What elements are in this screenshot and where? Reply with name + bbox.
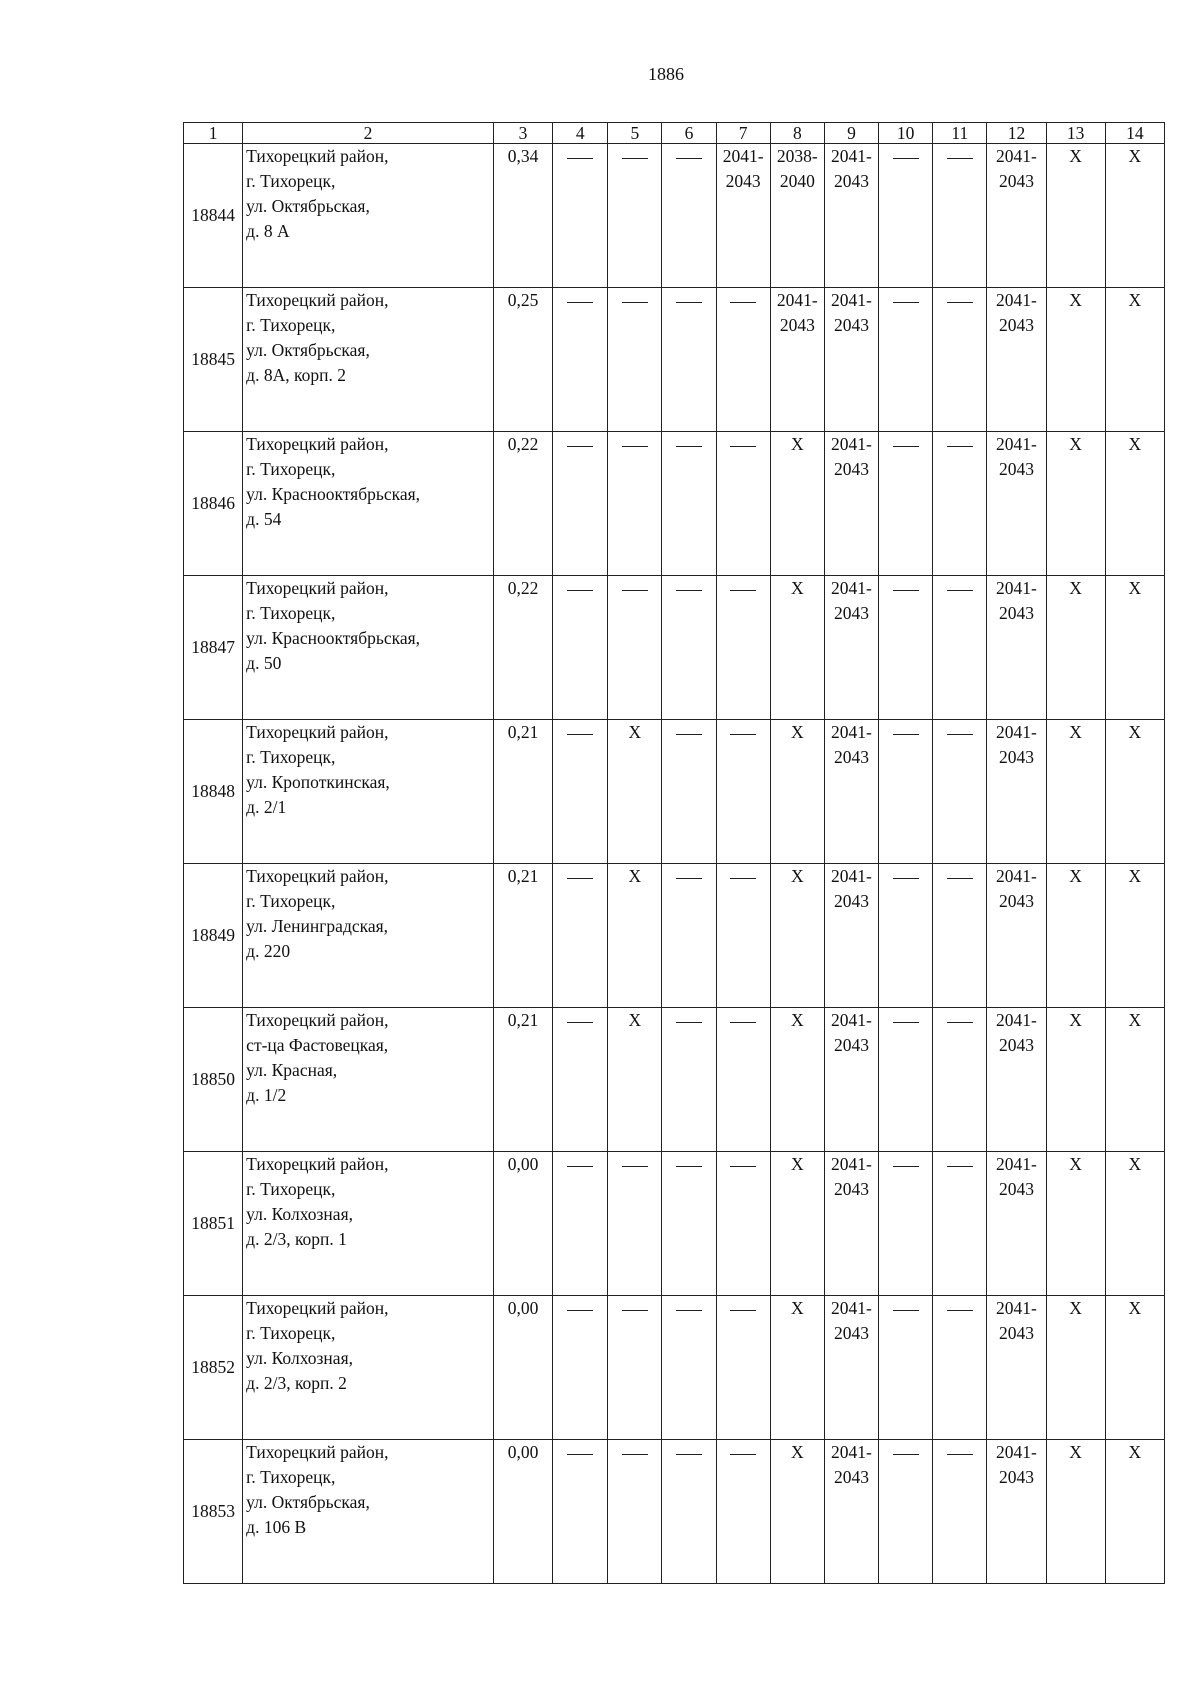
value-cell: 2041- 2043	[824, 1440, 878, 1584]
dash-cell	[933, 1440, 987, 1584]
dash-mark	[567, 878, 593, 879]
dash-cell	[662, 720, 716, 864]
value-cell: 0,22	[493, 576, 552, 720]
dash-mark	[567, 1310, 593, 1311]
dash-mark	[730, 878, 756, 879]
dash-cell	[608, 144, 662, 288]
registry-table	[183, 122, 1165, 1584]
table-row	[184, 432, 1165, 576]
dash-mark	[947, 1310, 973, 1311]
value-cell: 0,00	[493, 1296, 552, 1440]
address-cell: Тихорецкий район, г. Тихорецк, ул. Краснооктябрьская, д. 54	[243, 432, 494, 576]
dash-cell	[662, 1152, 716, 1296]
row-id-cell: 18846	[184, 432, 243, 576]
table-row	[184, 288, 1165, 432]
dash-cell	[662, 144, 716, 288]
column-number-cell: 3	[493, 123, 552, 144]
value-cell: X	[1046, 144, 1105, 288]
dash-cell	[879, 864, 933, 1008]
dash-mark	[893, 878, 919, 879]
dash-mark	[567, 158, 593, 159]
dash-mark	[893, 590, 919, 591]
value-cell: X	[608, 864, 662, 1008]
dash-cell	[553, 576, 608, 720]
dash-mark	[730, 446, 756, 447]
value-cell: 0,21	[493, 1008, 552, 1152]
dash-cell	[608, 288, 662, 432]
dash-cell	[553, 1440, 608, 1584]
dash-cell	[933, 1296, 987, 1440]
value-cell: X	[1046, 720, 1105, 864]
dash-mark	[893, 1022, 919, 1023]
dash-mark	[676, 446, 702, 447]
address-cell: Тихорецкий район, г. Тихорецк, ул. Октябрьская, д. 106 В	[243, 1440, 494, 1584]
value-cell: 2041- 2043	[824, 720, 878, 864]
value-cell: X	[1046, 1152, 1105, 1296]
dash-mark	[622, 302, 648, 303]
value-cell: 2041- 2043	[824, 144, 878, 288]
value-cell: X	[1046, 1008, 1105, 1152]
row-id-cell: 18848	[184, 720, 243, 864]
value-cell: 2041- 2043	[824, 1296, 878, 1440]
value-cell: X	[770, 1008, 824, 1152]
dash-mark	[947, 446, 973, 447]
value-cell: X	[770, 720, 824, 864]
value-cell: X	[1046, 864, 1105, 1008]
dash-mark	[947, 1454, 973, 1455]
value-cell: 2041- 2043	[770, 288, 824, 432]
table-row	[184, 864, 1165, 1008]
dash-mark	[947, 1022, 973, 1023]
value-cell: X	[1046, 1296, 1105, 1440]
value-cell: X	[1105, 1440, 1164, 1584]
value-cell: 0,22	[493, 432, 552, 576]
value-cell: 2041- 2043	[987, 288, 1046, 432]
column-number-cell: 12	[987, 123, 1046, 144]
dash-cell	[662, 432, 716, 576]
table-row	[184, 720, 1165, 864]
value-cell: X	[1105, 864, 1164, 1008]
dash-mark	[947, 734, 973, 735]
dash-cell	[933, 432, 987, 576]
value-cell: 2041- 2043	[824, 432, 878, 576]
dash-mark	[676, 1166, 702, 1167]
dash-cell	[608, 1440, 662, 1584]
value-cell: 2041- 2043	[824, 288, 878, 432]
dash-mark	[567, 446, 593, 447]
value-cell: X	[1105, 288, 1164, 432]
value-cell: 2041- 2043	[716, 144, 770, 288]
dash-mark	[730, 302, 756, 303]
dash-cell	[553, 432, 608, 576]
value-cell: 2041- 2043	[824, 864, 878, 1008]
dash-cell	[553, 1008, 608, 1152]
value-cell: 2041- 2043	[987, 1440, 1046, 1584]
row-id-cell: 18845	[184, 288, 243, 432]
dash-mark	[622, 1310, 648, 1311]
value-cell: X	[770, 432, 824, 576]
dash-mark	[622, 158, 648, 159]
value-cell: 2041- 2043	[987, 432, 1046, 576]
value-cell: 0,25	[493, 288, 552, 432]
value-cell: X	[608, 720, 662, 864]
value-cell: 2041- 2043	[987, 1296, 1046, 1440]
column-number-cell: 8	[770, 123, 824, 144]
value-cell: X	[1105, 1152, 1164, 1296]
dash-mark	[676, 302, 702, 303]
column-number-cell: 5	[608, 123, 662, 144]
dash-mark	[730, 1454, 756, 1455]
table-row	[184, 144, 1165, 288]
value-cell: X	[1105, 1296, 1164, 1440]
column-number-cell: 14	[1105, 123, 1164, 144]
dash-cell	[933, 288, 987, 432]
dash-cell	[933, 1152, 987, 1296]
value-cell: X	[1046, 576, 1105, 720]
value-cell: 2041- 2043	[987, 144, 1046, 288]
address-cell: Тихорецкий район, г. Тихорецк, ул. Октябрьская, д. 8 А	[243, 144, 494, 288]
dash-cell	[879, 1008, 933, 1152]
dash-mark	[676, 1310, 702, 1311]
value-cell: 0,00	[493, 1440, 552, 1584]
row-id-cell: 18850	[184, 1008, 243, 1152]
value-cell: X	[608, 1008, 662, 1152]
dash-cell	[879, 576, 933, 720]
column-number-row	[184, 123, 1165, 144]
dash-cell	[933, 720, 987, 864]
value-cell: X	[1105, 144, 1164, 288]
dash-mark	[893, 446, 919, 447]
column-number-cell: 10	[879, 123, 933, 144]
value-cell: 2041- 2043	[824, 1008, 878, 1152]
dash-mark	[947, 158, 973, 159]
value-cell: X	[770, 576, 824, 720]
dash-cell	[553, 864, 608, 1008]
dash-cell	[879, 432, 933, 576]
dash-cell	[716, 1440, 770, 1584]
dash-cell	[553, 144, 608, 288]
table-row	[184, 1440, 1165, 1584]
value-cell: 2041- 2043	[824, 1152, 878, 1296]
value-cell: X	[1105, 1008, 1164, 1152]
dash-cell	[553, 1152, 608, 1296]
column-number-cell: 7	[716, 123, 770, 144]
value-cell: 0,34	[493, 144, 552, 288]
value-cell: X	[770, 1296, 824, 1440]
address-cell: Тихорецкий район, г. Тихорецк, ул. Краснооктябрьская, д. 50	[243, 576, 494, 720]
dash-cell	[879, 288, 933, 432]
column-number-cell: 2	[243, 123, 494, 144]
address-cell: Тихорецкий район, г. Тихорецк, ул. Колхозная, д. 2/3, корп. 1	[243, 1152, 494, 1296]
value-cell: X	[1046, 288, 1105, 432]
dash-mark	[567, 302, 593, 303]
dash-mark	[567, 734, 593, 735]
dash-mark	[893, 1166, 919, 1167]
address-cell: Тихорецкий район, г. Тихорецк, ул. Октябрьская, д. 8А, корп. 2	[243, 288, 494, 432]
dash-mark	[730, 1166, 756, 1167]
row-id-cell: 18847	[184, 576, 243, 720]
dash-mark	[622, 1166, 648, 1167]
dash-cell	[662, 1440, 716, 1584]
dash-mark	[947, 590, 973, 591]
table-row	[184, 576, 1165, 720]
dash-cell	[879, 1152, 933, 1296]
dash-cell	[933, 1008, 987, 1152]
dash-cell	[716, 720, 770, 864]
dash-mark	[676, 158, 702, 159]
dash-mark	[622, 1454, 648, 1455]
dash-mark	[676, 590, 702, 591]
dash-cell	[879, 720, 933, 864]
value-cell: 2041- 2043	[824, 576, 878, 720]
dash-mark	[893, 1310, 919, 1311]
value-cell: 0,21	[493, 864, 552, 1008]
dash-cell	[553, 720, 608, 864]
dash-cell	[553, 288, 608, 432]
value-cell: X	[1105, 432, 1164, 576]
dash-cell	[879, 1296, 933, 1440]
dash-mark	[893, 734, 919, 735]
value-cell: 0,21	[493, 720, 552, 864]
dash-mark	[567, 1454, 593, 1455]
page-number: 1886	[648, 64, 684, 84]
value-cell: 2041- 2043	[987, 1008, 1046, 1152]
value-cell: X	[1105, 576, 1164, 720]
value-cell: 2041- 2043	[987, 864, 1046, 1008]
value-cell: X	[1105, 720, 1164, 864]
value-cell: 2041- 2043	[987, 1152, 1046, 1296]
dash-mark	[676, 1022, 702, 1023]
dash-mark	[676, 734, 702, 735]
dash-mark	[893, 158, 919, 159]
address-cell: Тихорецкий район, г. Тихорецк, ул. Колхозная, д. 2/3, корп. 2	[243, 1296, 494, 1440]
column-number-cell: 6	[662, 123, 716, 144]
value-cell: X	[1046, 1440, 1105, 1584]
dash-mark	[893, 1454, 919, 1455]
value-cell: X	[770, 1440, 824, 1584]
dash-cell	[608, 1152, 662, 1296]
dash-mark	[567, 1166, 593, 1167]
row-id-cell: 18844	[184, 144, 243, 288]
value-cell: X	[770, 864, 824, 1008]
column-number-cell: 9	[824, 123, 878, 144]
dash-mark	[567, 590, 593, 591]
dash-mark	[947, 302, 973, 303]
dash-cell	[716, 432, 770, 576]
dash-cell	[662, 1008, 716, 1152]
dash-cell	[933, 576, 987, 720]
dash-cell	[716, 1152, 770, 1296]
dash-cell	[716, 288, 770, 432]
dash-cell	[716, 576, 770, 720]
row-id-cell: 18853	[184, 1440, 243, 1584]
value-cell: X	[770, 1152, 824, 1296]
dash-cell	[608, 432, 662, 576]
column-number-cell: 1	[184, 123, 243, 144]
value-cell: 0,00	[493, 1152, 552, 1296]
dash-cell	[716, 1296, 770, 1440]
dash-cell	[933, 144, 987, 288]
dash-mark	[676, 878, 702, 879]
dash-mark	[567, 1022, 593, 1023]
value-cell: 2041- 2043	[987, 720, 1046, 864]
dash-cell	[716, 1008, 770, 1152]
dash-cell	[879, 144, 933, 288]
dash-cell	[879, 1440, 933, 1584]
dash-cell	[553, 1296, 608, 1440]
table-row	[184, 1152, 1165, 1296]
row-id-cell: 18852	[184, 1296, 243, 1440]
dash-mark	[730, 590, 756, 591]
dash-mark	[622, 446, 648, 447]
dash-mark	[893, 302, 919, 303]
dash-cell	[662, 864, 716, 1008]
address-cell: Тихорецкий район, ст-ца Фастовецкая, ул. Красная, д. 1/2	[243, 1008, 494, 1152]
dash-cell	[662, 576, 716, 720]
value-cell: 2041- 2043	[987, 576, 1046, 720]
dash-mark	[947, 878, 973, 879]
row-id-cell: 18849	[184, 864, 243, 1008]
dash-cell	[662, 288, 716, 432]
column-number-cell: 13	[1046, 123, 1105, 144]
dash-mark	[947, 1166, 973, 1167]
dash-cell	[716, 864, 770, 1008]
dash-mark	[730, 1022, 756, 1023]
dash-cell	[608, 576, 662, 720]
dash-cell	[608, 1296, 662, 1440]
row-id-cell: 18851	[184, 1152, 243, 1296]
table-row	[184, 1296, 1165, 1440]
dash-mark	[676, 1454, 702, 1455]
dash-cell	[662, 1296, 716, 1440]
address-cell: Тихорецкий район, г. Тихорецк, ул. Кропоткинская, д. 2/1	[243, 720, 494, 864]
column-number-cell: 4	[553, 123, 608, 144]
dash-cell	[933, 864, 987, 1008]
dash-mark	[730, 1310, 756, 1311]
table-row	[184, 1008, 1165, 1152]
value-cell: X	[1046, 432, 1105, 576]
dash-mark	[622, 590, 648, 591]
value-cell: 2038- 2040	[770, 144, 824, 288]
address-cell: Тихорецкий район, г. Тихорецк, ул. Ленинградская, д. 220	[243, 864, 494, 1008]
dash-mark	[730, 734, 756, 735]
column-number-cell: 11	[933, 123, 987, 144]
